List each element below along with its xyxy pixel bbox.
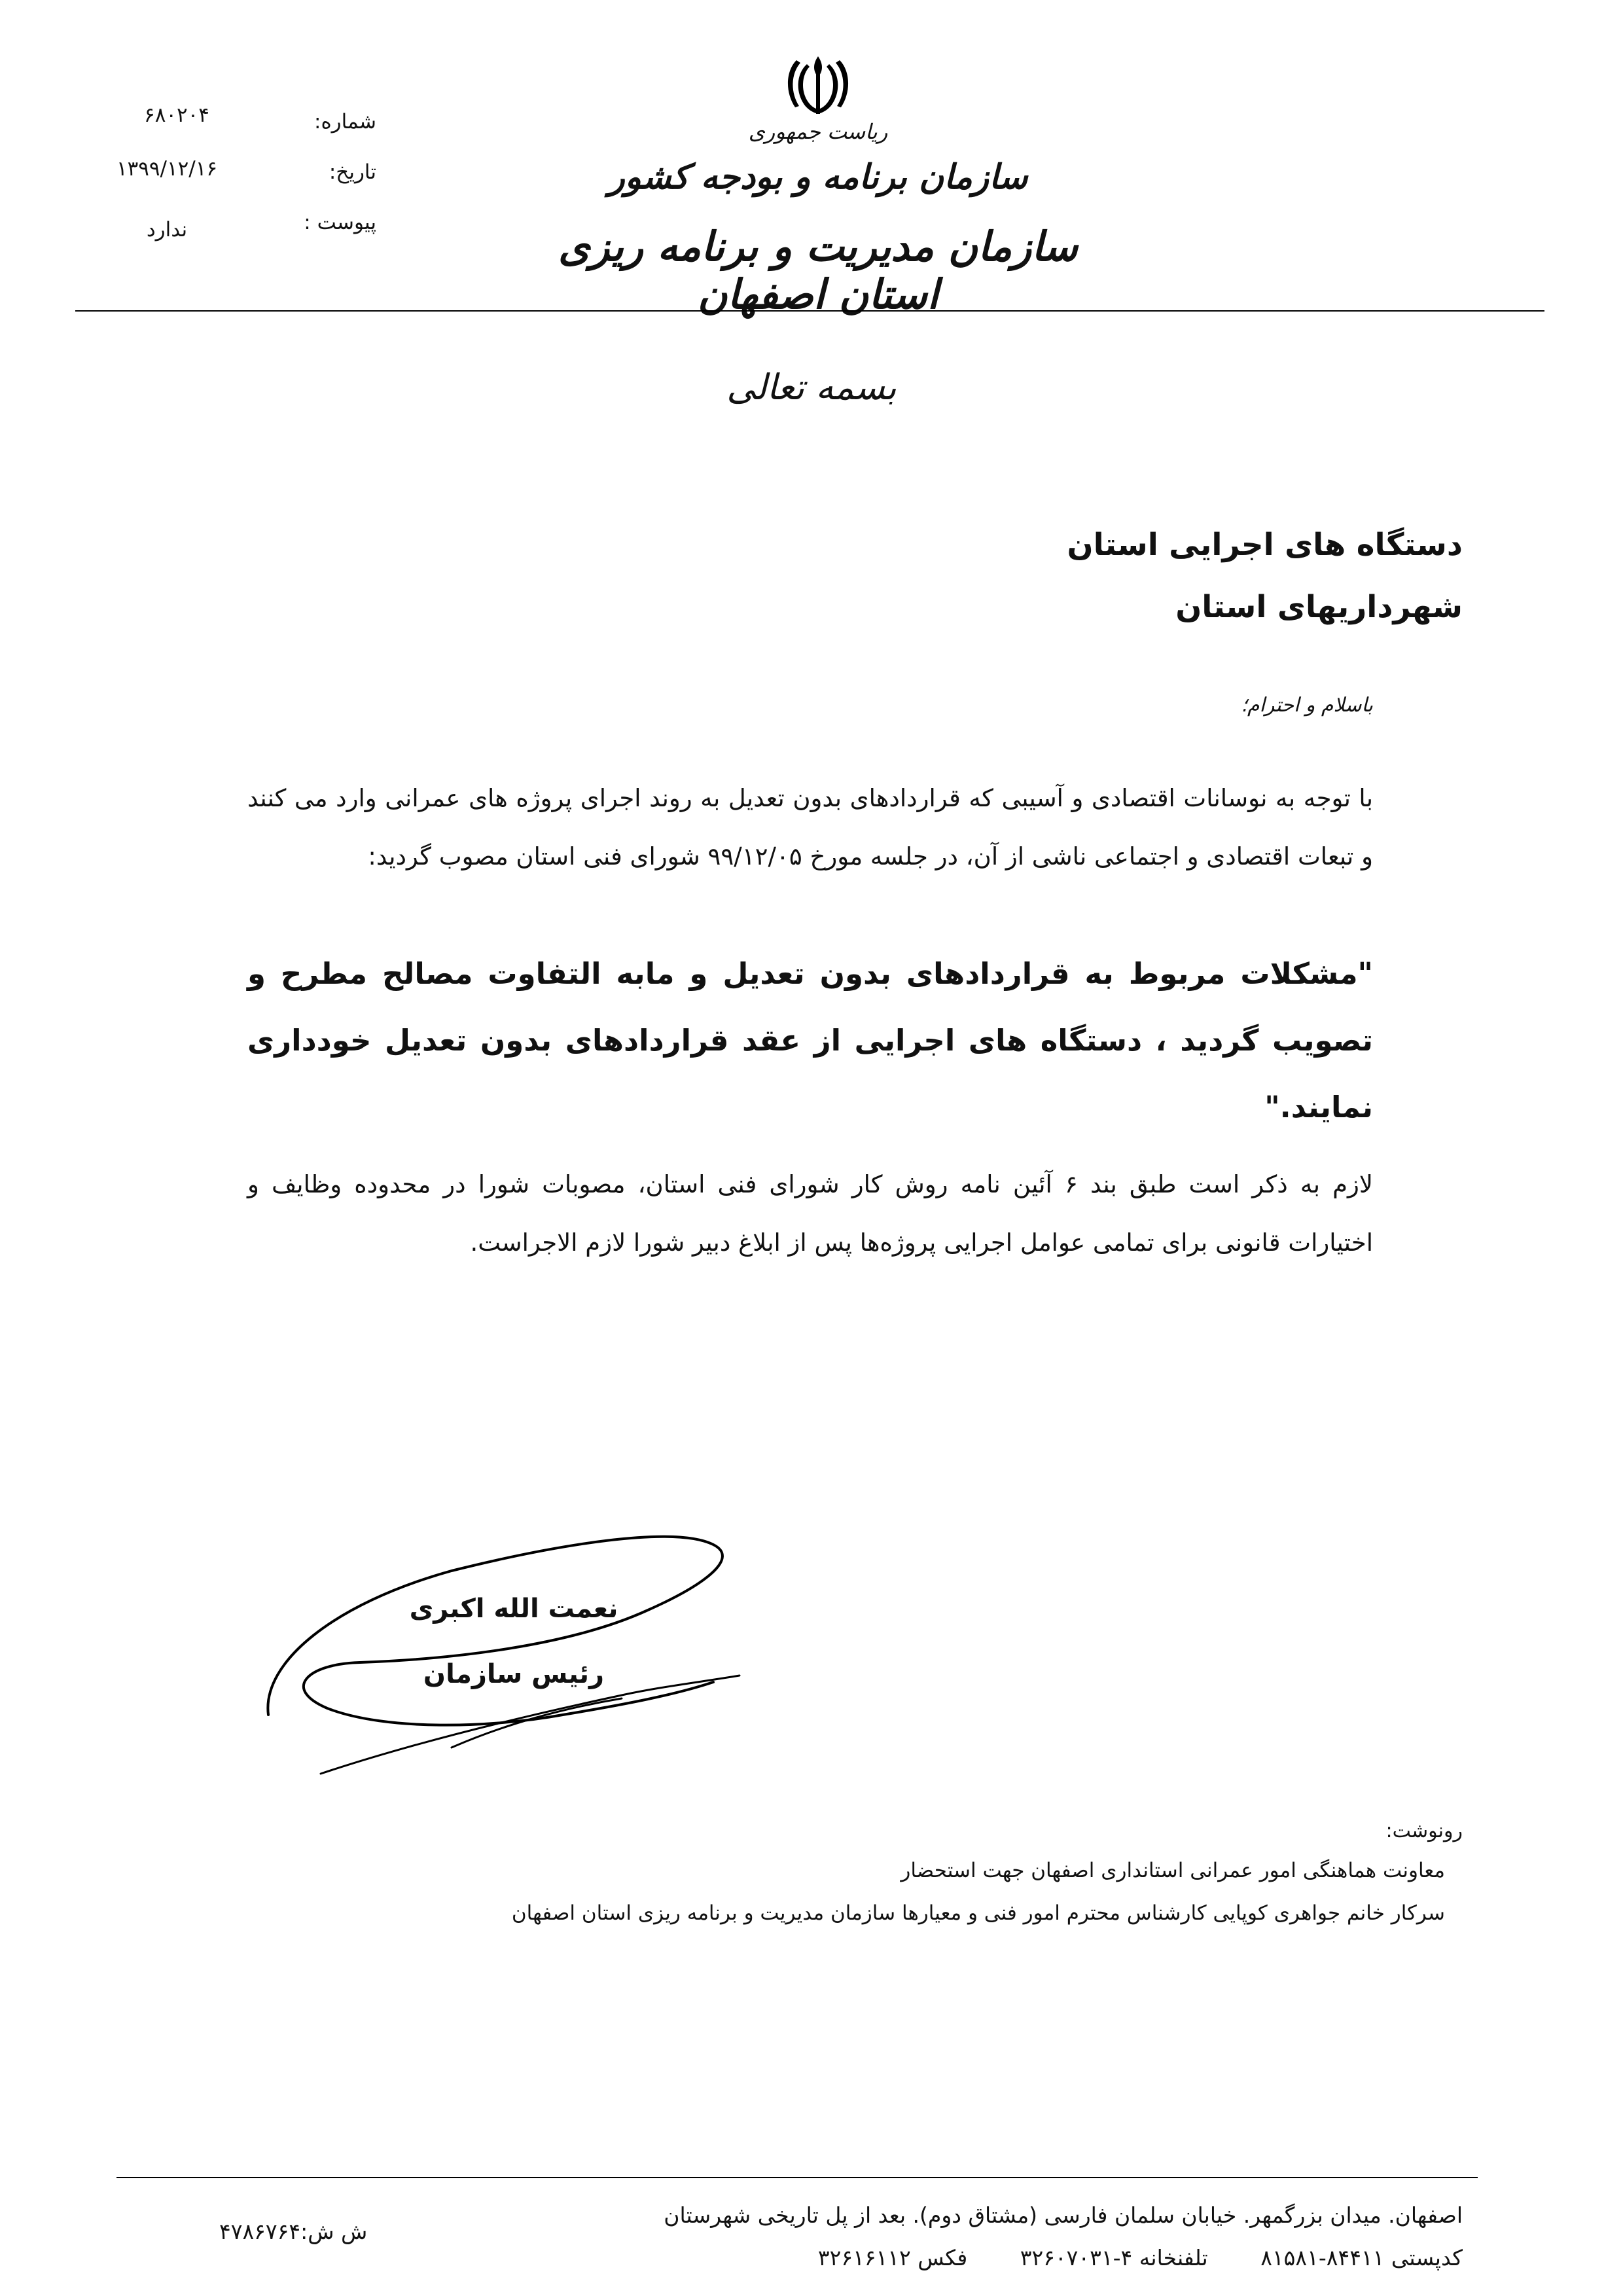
- body-paragraph-1: با توجه به نوسانات اقتصادی و آسیبی که قراردادهای بدون تعدیل به روند اجرای پروژه های عمرانی وارد می کنند و تبعات اقتصادی و اجتماعی ناشی از آن، در جلسه مورخ ۹۹/۱۲/۰۵ شورای فنی استان مصوب گردید:: [247, 784, 1373, 870]
- bismillah: بسمه تعالی: [726, 367, 897, 408]
- signatory-name: نعمت الله اکبری: [409, 1594, 618, 1624]
- header-divider: [75, 310, 1544, 312]
- footer-address: اصفهان. میدان بزرگمهر. خیابان سلمان فارسی (مشتاق دوم). بعد از پل تاریخی شهرستان: [664, 2202, 1463, 2228]
- attachment-label: پیوست :: [304, 211, 376, 234]
- body-paragraph-2: لازم به ذکر است طبق بند ۶ آئین نامه روش کار شورای فنی استان، مصوبات شورا در محدوده وظایف و اختیارات قانونی برای تمامی عوامل اجرایی پروژه‌ها پس از ابلاغ دبیر شورا لازم الاجراست.: [247, 1170, 1373, 1257]
- footer-id-code: ش ش:۴۷۸۶۷۶۴: [219, 2219, 368, 2244]
- date-value: ۱۳۹۹/۱۲/۱۶: [116, 157, 218, 181]
- salutation: باسلام و احترام؛: [1241, 694, 1373, 717]
- footer-fax: فکس ۳۲۶۱۶۱۱۲: [817, 2245, 968, 2270]
- handwritten-signature: [255, 1499, 753, 1787]
- signatory-title: رئیس سازمان: [423, 1659, 605, 1689]
- footer-divider: [116, 2177, 1478, 2178]
- attachment-value: ندارد: [146, 218, 188, 242]
- recipient-line-2: شهرداریهای استان: [1175, 589, 1463, 625]
- date-label: تاریخ:: [329, 160, 376, 184]
- footer-contacts: [772, 2245, 1463, 2270]
- number-label: شماره:: [314, 110, 376, 134]
- footer-phone: تلفنخانه ۴-۳۲۶۰۷۰۳۱: [1020, 2245, 1208, 2270]
- cc-title: رونوشت:: [1385, 1820, 1463, 1842]
- provincial-org-title: سازمان مدیریت و برنامه ریزی استان اصفهان: [558, 223, 1079, 318]
- resolution-quote: "مشکلات مربوط به قراردادهای بدون تعدیل و مابه التفاوت مصالح مطرح و تصویب گردید ، دستگاه های اجرایی از عقد قراردادهای بدون تعدیل خودداری نمایند.": [247, 956, 1373, 1124]
- cc-line-2: سرکار خانم جواهری کوپایی کارشناس محترم امور فنی و معیارها سازمان مدیریت و برنامه ریزی استان اصفهان: [511, 1901, 1445, 1925]
- national-org-title: سازمان برنامه و بودجه کشور: [608, 157, 1028, 197]
- presidency-title: ریاست جمهوری: [748, 119, 888, 144]
- number-value: ۶۸۰۲۰۴: [144, 103, 209, 127]
- iran-emblem-icon: [782, 51, 854, 123]
- recipient-line-1: دستگاه های اجرایی استان: [1067, 527, 1463, 563]
- footer-postal: کدپستی ۸۴۴۱۱-۸۱۵۸۱: [1260, 2245, 1463, 2270]
- cc-line-1: معاونت هماهنگی امور عمرانی استانداری اصفهان جهت استحضار: [901, 1859, 1445, 1882]
